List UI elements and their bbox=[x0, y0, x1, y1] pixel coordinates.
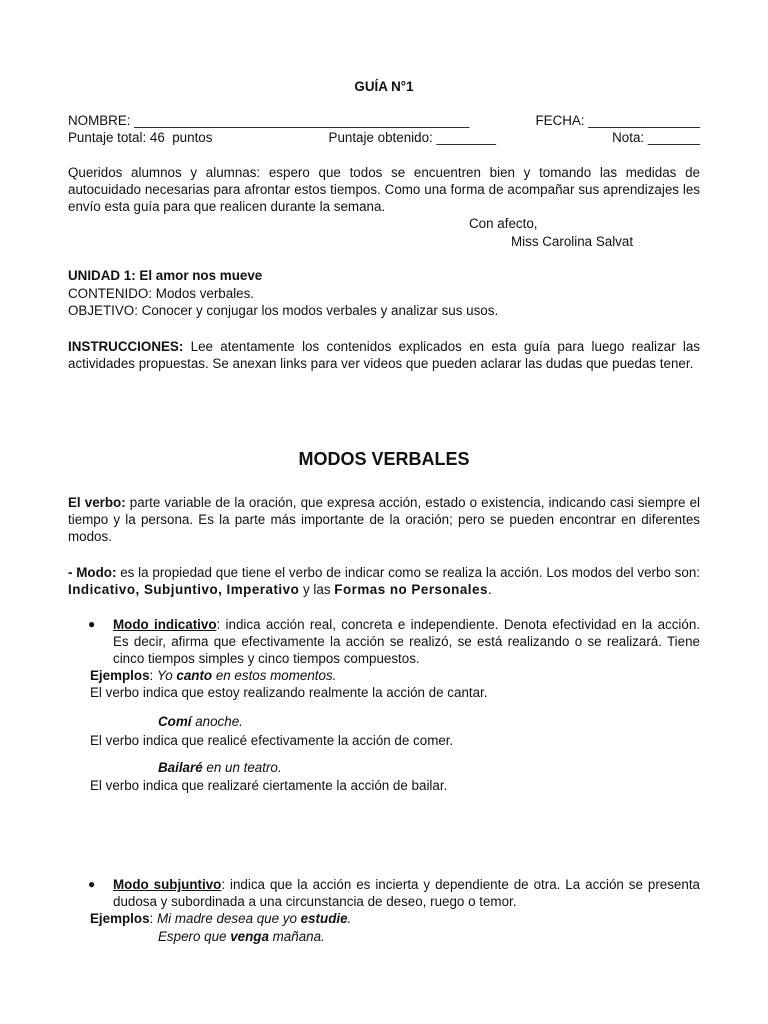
indicativo-text: : indica acción real, concreta e independiente. Denota efectividad en la acción. Es decir, afirma que efectivamente la acción se realizó, se está realizando o se realizará. Tiene cinco tiempos simples y cinco tiempos compuestos. bbox=[113, 617, 701, 666]
indicativo-ejemplo-2 bbox=[158, 714, 243, 729]
ejemplo-text: . bbox=[347, 911, 352, 926]
instrucciones-label: INSTRUCCIONES: bbox=[68, 339, 184, 354]
modo-label: - Modo: bbox=[68, 565, 117, 580]
indicativo-ejemplo-3 bbox=[158, 760, 282, 775]
modos-list: Indicativo, Subjuntivo, Imperativo bbox=[68, 582, 300, 597]
indicativo-explicacion-3: El verbo indica que realizaré ciertamente la acción de bailar. bbox=[90, 778, 448, 793]
ejemplo-verb: venga bbox=[230, 929, 269, 944]
nota-field: Nota: _______ bbox=[612, 130, 700, 145]
ejemplos-label: Ejemplos bbox=[90, 668, 150, 683]
instrucciones-paragraph bbox=[68, 338, 700, 372]
modo-text1: es la propiedad que tiene el verbo de indicar como se realiza la acción. Los modos del verbo son: bbox=[116, 565, 700, 580]
verbo-label: El verbo: bbox=[68, 495, 126, 510]
modo-paragraph bbox=[68, 564, 700, 598]
verbo-paragraph bbox=[68, 494, 700, 545]
bullet-icon: ● bbox=[88, 877, 96, 891]
section-title: MODOS VERBALES bbox=[298, 449, 470, 469]
ejemplo-text: anoche. bbox=[191, 714, 243, 729]
subjuntivo-ejemplo-1: Ejemplos: Mi madre desea que yo estudie. bbox=[90, 911, 352, 926]
ejemplos-label: Ejemplos bbox=[90, 911, 150, 926]
intro-paragraph: Queridos alumnos y alumnas: espero que todos se encuentren bien y tomando las medidas de autocuidado necesarias para afrontar estos tiempos. Como una forma de acompañar sus aprendizajes les envío esta guía para que realicen durante la semana. bbox=[68, 165, 700, 214]
formas-no-personales: Formas no Personales bbox=[334, 582, 488, 597]
unidad-label: UNIDAD 1: El amor nos mueve bbox=[68, 268, 263, 283]
indicativo-label: Modo indicativo bbox=[113, 617, 217, 632]
guide-title: GUÍA N°1 bbox=[354, 79, 414, 94]
ejemplo-verb: Bailaré bbox=[158, 760, 203, 775]
modo-text3: . bbox=[487, 582, 492, 597]
subjuntivo-paragraph bbox=[113, 876, 700, 910]
subjuntivo-label: Modo subjuntivo bbox=[113, 877, 222, 892]
ejemplo-text: Yo bbox=[157, 668, 177, 683]
puntaje-total: Puntaje total: 46 puntos bbox=[68, 130, 213, 145]
ejemplo-text: Mi madre desea que yo bbox=[157, 911, 301, 926]
nombre-field: NOMBRE: _____________________________________________ bbox=[68, 113, 470, 128]
indicativo-ejemplo-1: Ejemplos: Yo canto en estos momentos. bbox=[90, 668, 337, 683]
verbo-text: parte variable de la oración, que expresa acción, estado o existencia, indicando casi siempre el tiempo y la persona. Es la parte más importante de la oración; pero se pueden encontrar en diferentes modos. bbox=[68, 495, 700, 544]
bullet-icon: ● bbox=[88, 617, 96, 631]
puntaje-obtenido: Puntaje obtenido: ________ bbox=[328, 130, 497, 145]
closing: Con afecto, bbox=[469, 216, 538, 231]
score-row bbox=[68, 130, 700, 145]
fecha-field: FECHA: _______________ bbox=[535, 113, 700, 128]
signature: Miss Carolina Salvat bbox=[511, 234, 634, 249]
ejemplo-verb: canto bbox=[176, 668, 213, 683]
contenido: CONTENIDO: Modos verbales. bbox=[68, 286, 255, 301]
instrucciones-text: Lee atentamente los contenidos explicados en esta guía para luego realizar las actividades propuestas. Se anexan links para ver videos que pueden aclarar las dudas que puedas tener. bbox=[68, 339, 700, 371]
indicativo-paragraph bbox=[113, 616, 700, 667]
ejemplo-verb: Comí bbox=[158, 714, 192, 729]
indicativo-explicacion-2: El verbo indica que realicé efectivamente la acción de comer. bbox=[90, 733, 454, 748]
ejemplo-text: en un teatro. bbox=[202, 760, 282, 775]
ejemplo-text: mañana. bbox=[268, 929, 325, 944]
indicativo-explicacion-1: El verbo indica que estoy realizando realmente la acción de cantar. bbox=[90, 685, 488, 700]
modo-text2: y las bbox=[299, 582, 335, 597]
name-date-row bbox=[68, 113, 700, 128]
ejemplo-verb: estudie bbox=[300, 911, 348, 926]
subjuntivo-ejemplo-2 bbox=[158, 929, 325, 944]
objetivo: OBJETIVO: Conocer y conjugar los modos verbales y analizar sus usos. bbox=[68, 303, 499, 318]
subjuntivo-text: : indica que la acción es incierta y dependiente de otra. La acción se presenta dudosa y subordinada a una circunstancia de deseo, ruego o temor. bbox=[113, 877, 700, 909]
ejemplo-text: en estos momentos. bbox=[212, 668, 337, 683]
ejemplo-text: Espero que bbox=[158, 929, 231, 944]
